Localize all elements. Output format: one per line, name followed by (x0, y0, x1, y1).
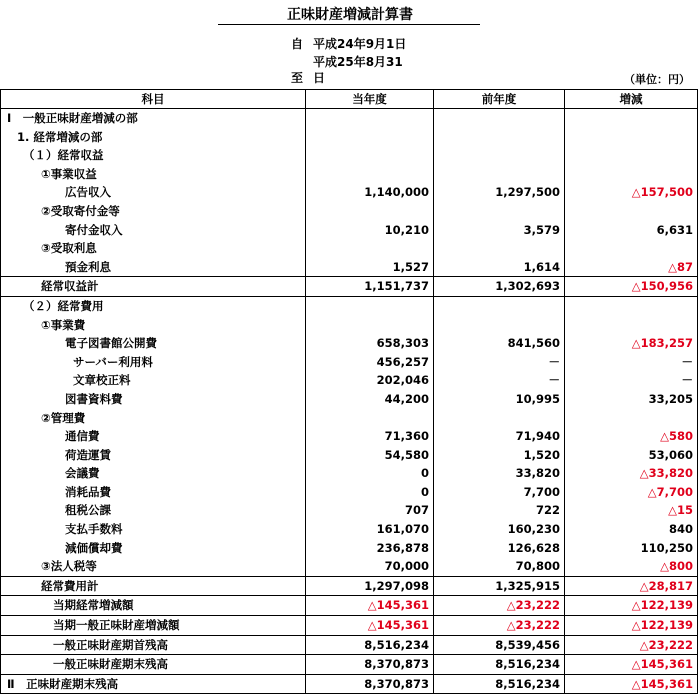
row-label: 電子図書館公開費 (1, 334, 306, 353)
current-year-value: 202,046 (306, 371, 434, 390)
change-value (565, 296, 698, 315)
change-value: △15 (565, 501, 698, 520)
previous-year-value: 1,614 (434, 258, 565, 277)
change-value (565, 202, 698, 221)
change-value (565, 316, 698, 335)
table-row (1, 427, 698, 446)
current-year-value: 707 (306, 501, 434, 520)
row-label: 1. 経常増減の部 (1, 128, 306, 147)
table-row (1, 596, 698, 616)
previous-year-value: 7,700 (434, 483, 565, 502)
change-value: △183,257 (565, 334, 698, 353)
change-value (565, 409, 698, 428)
current-year-value (306, 146, 434, 165)
current-year-value: 1,527 (306, 258, 434, 277)
change-value: 6,631 (565, 221, 698, 240)
current-year-value: 161,070 (306, 520, 434, 539)
current-year-value (306, 165, 434, 184)
current-year-value: 236,878 (306, 539, 434, 558)
row-label: ③法人税等 (1, 557, 306, 576)
table-row (1, 616, 698, 636)
row-label: Ⅱ 正味財産期末残高 (1, 674, 306, 694)
previous-year-value: 70,800 (434, 557, 565, 576)
row-label: 消耗品費 (1, 483, 306, 502)
table-row (1, 258, 698, 277)
previous-year-value: 1,302,693 (434, 277, 565, 297)
previous-year-value: 841,560 (434, 334, 565, 353)
previous-year-value: 1,297,500 (434, 183, 565, 202)
previous-year-value: 126,628 (434, 539, 565, 558)
current-year-value: 71,360 (306, 427, 434, 446)
change-value: △145,361 (565, 674, 698, 694)
row-label: ③受取利息 (1, 239, 306, 258)
row-label: 預金利息 (1, 258, 306, 277)
table-row (1, 128, 698, 147)
row-label: 一般正味財産期首残高 (1, 635, 306, 655)
previous-year-value (434, 109, 565, 128)
current-year-value: 8,370,873 (306, 674, 434, 694)
change-value: 110,250 (565, 539, 698, 558)
current-year-value: 1,297,098 (306, 576, 434, 596)
change-value (565, 128, 698, 147)
change-value: 33,205 (565, 390, 698, 409)
table-row (1, 109, 698, 128)
change-value: △122,139 (565, 596, 698, 616)
table-row (1, 316, 698, 335)
change-value: △122,139 (565, 616, 698, 636)
previous-year-value: 8,539,456 (434, 635, 565, 655)
previous-year-value (434, 409, 565, 428)
previous-year-value: 3,579 (434, 221, 565, 240)
period-from-value: 平成24年9月1日 (313, 37, 407, 51)
current-year-value (306, 296, 434, 315)
period-to-value: 平成25年8月31日 (313, 55, 403, 85)
table-row (1, 520, 698, 539)
row-label: 当期一般正味財産増減額 (1, 616, 306, 636)
row-label: 会議費 (1, 464, 306, 483)
row-label: 当期経常増減額 (1, 596, 306, 616)
table-row (1, 371, 698, 390)
change-value: △145,361 (565, 655, 698, 675)
table-row (1, 539, 698, 558)
row-label: 一般正味財産期末残高 (1, 655, 306, 675)
table-row (1, 409, 698, 428)
change-value: － (565, 371, 698, 390)
row-label: 支払手数料 (1, 520, 306, 539)
header-current-year: 当年度 (306, 90, 434, 109)
statement-rows (1, 109, 698, 694)
unit-label: （単位：円） (624, 73, 690, 86)
previous-year-value: 1,325,915 (434, 576, 565, 596)
header-previous-year: 前年度 (434, 90, 565, 109)
row-label: サーバー利用料 (1, 353, 306, 372)
period-to (0, 54, 700, 86)
previous-year-value (434, 146, 565, 165)
row-label: 経常費用計 (1, 576, 306, 596)
current-year-value: 0 (306, 483, 434, 502)
current-year-value: 1,151,737 (306, 277, 434, 297)
previous-year-value (434, 239, 565, 258)
table-row (1, 446, 698, 465)
current-year-value: 8,516,234 (306, 635, 434, 655)
current-year-value: 44,200 (306, 390, 434, 409)
period-from (0, 36, 700, 52)
previous-year-value: 33,820 (434, 464, 565, 483)
change-value: △7,700 (565, 483, 698, 502)
previous-year-value: － (434, 371, 565, 390)
change-value (565, 239, 698, 258)
row-label: ②管理費 (1, 409, 306, 428)
row-label: 経常収益計 (1, 277, 306, 297)
header-account: 科目 (1, 90, 306, 109)
current-year-value: 456,257 (306, 353, 434, 372)
change-value (565, 109, 698, 128)
change-value: △157,500 (565, 183, 698, 202)
change-value: 840 (565, 520, 698, 539)
change-value: 53,060 (565, 446, 698, 465)
current-year-value (306, 409, 434, 428)
current-year-value: 8,370,873 (306, 655, 434, 675)
table-row (1, 296, 698, 315)
table-row (1, 501, 698, 520)
change-value: △800 (565, 557, 698, 576)
current-year-value: 1,140,000 (306, 183, 434, 202)
previous-year-value: 8,516,234 (434, 655, 565, 675)
row-label: 減価償却費 (1, 539, 306, 558)
current-year-value: 70,000 (306, 557, 434, 576)
current-year-value: △145,361 (306, 596, 434, 616)
current-year-value: 10,210 (306, 221, 434, 240)
previous-year-value: 160,230 (434, 520, 565, 539)
row-label: 文章校正料 (1, 371, 306, 390)
change-value: △28,817 (565, 576, 698, 596)
table-row (1, 202, 698, 221)
period-to-label: 至 (291, 71, 304, 85)
current-year-value: 0 (306, 464, 434, 483)
current-year-value (306, 109, 434, 128)
change-value (565, 165, 698, 184)
change-value: △150,956 (565, 277, 698, 297)
current-year-value (306, 202, 434, 221)
table-row (1, 635, 698, 655)
previous-year-value: － (434, 353, 565, 372)
change-value: △23,222 (565, 635, 698, 655)
table-row (1, 464, 698, 483)
row-label: ①事業費 (1, 316, 306, 335)
previous-year-value (434, 165, 565, 184)
row-label: 荷造運賃 (1, 446, 306, 465)
previous-year-value: 10,995 (434, 390, 565, 409)
change-value: △87 (565, 258, 698, 277)
row-label: （１）経常収益 (1, 146, 306, 165)
previous-year-value: △23,222 (434, 596, 565, 616)
current-year-value (306, 316, 434, 335)
table-row (1, 390, 698, 409)
current-year-value (306, 239, 434, 258)
current-year-value: △145,361 (306, 616, 434, 636)
table-row (1, 277, 698, 297)
row-label: （２）経常費用 (1, 296, 306, 315)
previous-year-value: △23,222 (434, 616, 565, 636)
table-row (1, 674, 698, 694)
row-label: 租税公課 (1, 501, 306, 520)
table-row (1, 353, 698, 372)
document-title: 正味財産増減計算書 (287, 7, 413, 23)
previous-year-value (434, 296, 565, 315)
table-row (1, 576, 698, 596)
period-from-label: 自 (291, 37, 304, 51)
previous-year-value: 71,940 (434, 427, 565, 446)
row-label: Ⅰ 一般正味財産増減の部 (1, 109, 306, 128)
table-row (1, 655, 698, 675)
change-value: △580 (565, 427, 698, 446)
table-row (1, 557, 698, 576)
row-label: 図書資料費 (1, 390, 306, 409)
table-row (1, 221, 698, 240)
table-row (1, 334, 698, 353)
row-label: ①事業収益 (1, 165, 306, 184)
current-year-value: 54,580 (306, 446, 434, 465)
change-value (565, 146, 698, 165)
header-change: 増減 (565, 90, 698, 109)
title-underline (218, 24, 480, 25)
current-year-value (306, 128, 434, 147)
change-value: － (565, 353, 698, 372)
table-row (1, 239, 698, 258)
previous-year-value: 8,516,234 (434, 674, 565, 694)
statement-table (0, 89, 698, 694)
previous-year-value (434, 128, 565, 147)
previous-year-value (434, 202, 565, 221)
table-row (1, 183, 698, 202)
previous-year-value: 722 (434, 501, 565, 520)
row-label: ②受取寄付金等 (1, 202, 306, 221)
table-row (1, 165, 698, 184)
current-year-value: 658,303 (306, 334, 434, 353)
row-label: 通信費 (1, 427, 306, 446)
header-row (1, 90, 698, 109)
table-row (1, 146, 698, 165)
previous-year-value (434, 316, 565, 335)
change-value: △33,820 (565, 464, 698, 483)
previous-year-value: 1,520 (434, 446, 565, 465)
row-label: 広告収入 (1, 183, 306, 202)
row-label: 寄付金収入 (1, 221, 306, 240)
table-row (1, 483, 698, 502)
